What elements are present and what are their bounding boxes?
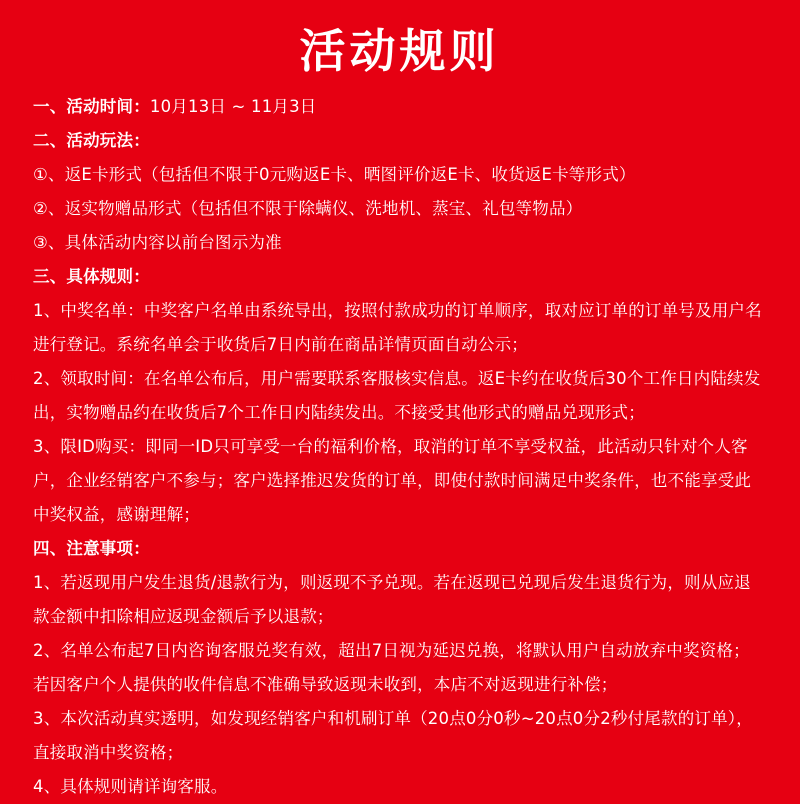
section-notes-heading: 四、注意事项： xyxy=(33,539,150,558)
page-title: 活动规则 xyxy=(299,24,500,78)
gameplay-item: ②、返实物赠品形式（包括但不限于除螨仪、洗地机、蒸宝、礼包等物品） xyxy=(33,199,583,218)
note-item: 2、名单公布起7日内咨询客服兑奖有效，超出7日视为延迟兑换，将默认用户自动放弃中奖资格；若因客户个人提供的收件信息不准确导致返现未收到，本店不对返现进行补偿； xyxy=(33,641,750,694)
section-activity-time-label: 一、活动时间： xyxy=(33,97,150,116)
section-activity-time xyxy=(33,90,766,124)
gameplay-item: ③、具体活动内容以前台图示为准 xyxy=(33,233,282,252)
section-gameplay-heading: 二、活动玩法： xyxy=(33,131,150,150)
rule-item: 3、限ID购买：即同一ID只可享受一台的福利价格，取消的订单不享受权益，此活动只针对个人客户，企业经销客户不参与；客户选择推迟发货的订单，即使付款时间满足中奖条件，也不能享受此中奖权益，感谢理解； xyxy=(33,437,752,524)
note-item: 4、具体规则请详询客服。 xyxy=(33,777,228,796)
section-rules-heading: 三、具体规则： xyxy=(33,267,150,286)
activity-time-value: 10月13日 ~ 11月3日 xyxy=(149,97,317,116)
gameplay-item: ①、返E卡形式（包括但不限于0元购返E卡、晒图评价返E卡、收货返E卡等形式） xyxy=(33,165,636,184)
rules-content xyxy=(33,90,766,804)
note-item: 1、若返现用户发生退货/退款行为，则返现不予兑现。若在返现已兑现后发生退货行为，则从应退款金额中扣除相应返现金额后予以退款； xyxy=(33,573,751,626)
note-item: 3、本次活动真实透明，如发现经销客户和机刷订单（20点0分0秒~20点0分2秒付尾款的订单），直接取消中奖资格； xyxy=(33,709,753,762)
rule-item: 1、中奖名单：中奖客户名单由系统导出，按照付款成功的订单顺序，取对应订单的订单号及用户名进行登记。系统名单会于收货后7日内前在商品详情页面自动公示； xyxy=(33,301,762,354)
rule-item: 2、领取时间：在名单公布后，用户需要联系客服核实信息。返E卡约在收货后30个工作日内陆续发出，实物赠品约在收货后7个工作日内陆续发出。不接受其他形式的赠品兑现形式； xyxy=(33,369,761,422)
